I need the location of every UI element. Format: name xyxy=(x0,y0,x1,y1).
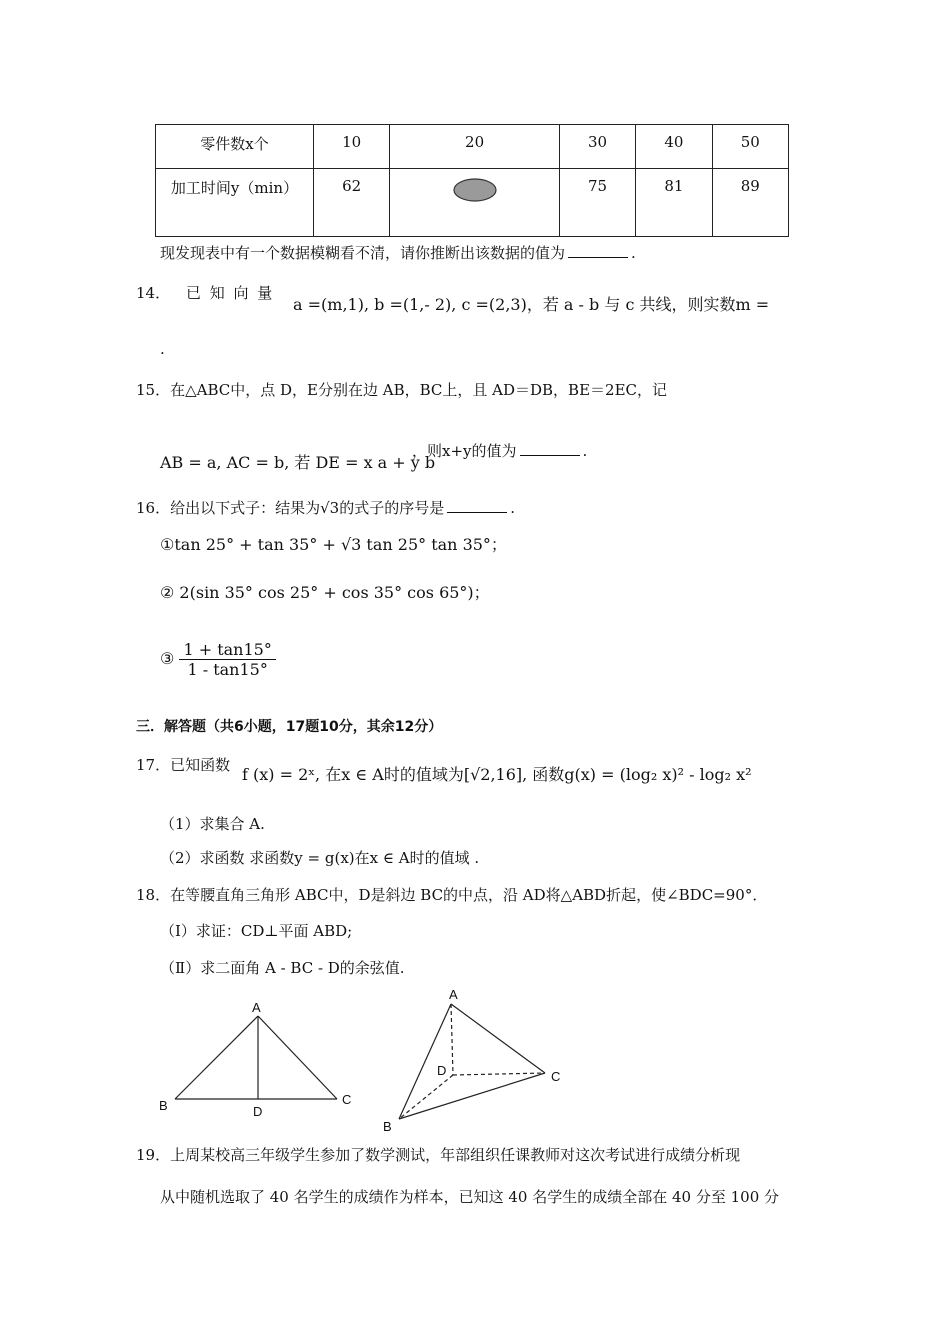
q19-line1: 19．上周某校高三年级学生参加了数学测试，年部组织任课教师对这次考试进行成绩分析现 xyxy=(136,1146,741,1164)
q15-tail: ，则x+y的值为 . xyxy=(412,442,588,460)
table-cell: 50 xyxy=(712,125,788,169)
q18-sub2: （Ⅱ）求二面角 A - BC - D的余弦值. xyxy=(160,959,405,977)
label-b: B xyxy=(383,1119,392,1134)
table-cell: 30 xyxy=(559,125,635,169)
table-cell-blurred xyxy=(390,169,559,237)
q17-stem: 17．已知函数 xyxy=(136,756,231,774)
q15-line1: 15．在△ABC中，点 D，E分别在边 AB，BC上，且 AD＝DB，BE＝2EC，记 xyxy=(136,381,668,399)
q17-sub1: （1）求集合 A. xyxy=(160,815,265,833)
q13-text: 现发现表中有一个数据模糊看不清，请你推断出该数据的值为 xyxy=(160,244,566,262)
q18-sub1: （Ⅰ）求证：CD⊥平面 ABD; xyxy=(160,922,353,940)
table-row xyxy=(156,169,789,237)
q17-sub2: （2）求函数 求函数y = g(x)在x ∈ A时的值域 . xyxy=(160,849,480,867)
answer-blank xyxy=(568,256,628,258)
blurred-ellipse-icon xyxy=(452,177,498,203)
table-cell: 20 xyxy=(390,125,559,169)
label-c: C xyxy=(551,1069,561,1084)
table-cell: 75 xyxy=(559,169,635,237)
q16-stem-text: 16．给出以下式子：结果为√3的式子的序号是 xyxy=(136,499,445,517)
label-c: C xyxy=(342,1092,352,1107)
answer-blank xyxy=(520,454,580,456)
table-cell: 89 xyxy=(712,169,788,237)
label-a: A xyxy=(252,1000,261,1015)
triangle-figure xyxy=(155,998,365,1123)
fraction-numerator: 1 + tan15° xyxy=(179,640,275,660)
q14-end: . xyxy=(160,340,165,358)
table-cell: 加工时间y（min） xyxy=(156,169,314,237)
table-cell: 10 xyxy=(314,125,390,169)
q18-stem: 18．在等腰直角三角形 ABC中，D是斜边 BC的中点，沿 AD将△ABD折起，使∠BDC=90°． xyxy=(136,886,768,904)
q14-expr: a =(m,1), b =(1,- 2), c =(2,3)，若 a - b 与 c 共线，则实数m = xyxy=(293,295,770,314)
label-d: D xyxy=(253,1104,263,1119)
label-b: B xyxy=(159,1098,168,1113)
q16-item3 xyxy=(160,640,276,679)
q16-item1: ①tan 25° + tan 35° + √3 tan 25° tan 35°； xyxy=(160,535,507,554)
q13-tail: 现发现表中有一个数据模糊看不清，请你推断出该数据的值为 . xyxy=(160,244,636,262)
q16-stem: 16．给出以下式子：结果为√3的式子的序号是 . xyxy=(136,499,515,517)
q16-item2: ② 2(sin 35° cos 25° + cos 35° cos 65°)； xyxy=(160,583,490,602)
q19-line2: 从中随机选取了 40 名学生的成绩作为样本，已知这 40 名学生的成绩全部在 40 分至 100 分 xyxy=(160,1188,780,1206)
q14-lead: 已 知 向 量 xyxy=(186,284,275,302)
label-a: A xyxy=(449,987,458,1002)
fraction-denominator: 1 - tan15° xyxy=(187,660,268,679)
answer-blank xyxy=(447,511,507,513)
tetrahedron-figure xyxy=(375,985,575,1135)
table-row xyxy=(156,125,789,169)
table-cell: 零件数x个 xyxy=(156,125,314,169)
fraction xyxy=(179,640,275,679)
q15-tail-text: ，则x+y的值为 xyxy=(412,442,517,460)
table-cell: 81 xyxy=(636,169,712,237)
table-cell: 62 xyxy=(314,169,390,237)
q15-math: AB = a, AC = b, 若 DE = x a + y b xyxy=(160,453,436,472)
q17-expr: f (x) = 2ˣ, 在x ∈ A时的值域为[√2,16], 函数g(x) = (log₂ x)² - log₂ x² xyxy=(242,765,752,784)
label-d: D xyxy=(437,1063,447,1078)
table-cell: 40 xyxy=(636,125,712,169)
q14-number: 14． xyxy=(136,284,171,302)
q16-item3-label: ③ xyxy=(160,649,175,668)
section-heading: 三．解答题（共6小题，17题10分，其余12分） xyxy=(136,719,443,735)
data-table xyxy=(155,124,789,237)
